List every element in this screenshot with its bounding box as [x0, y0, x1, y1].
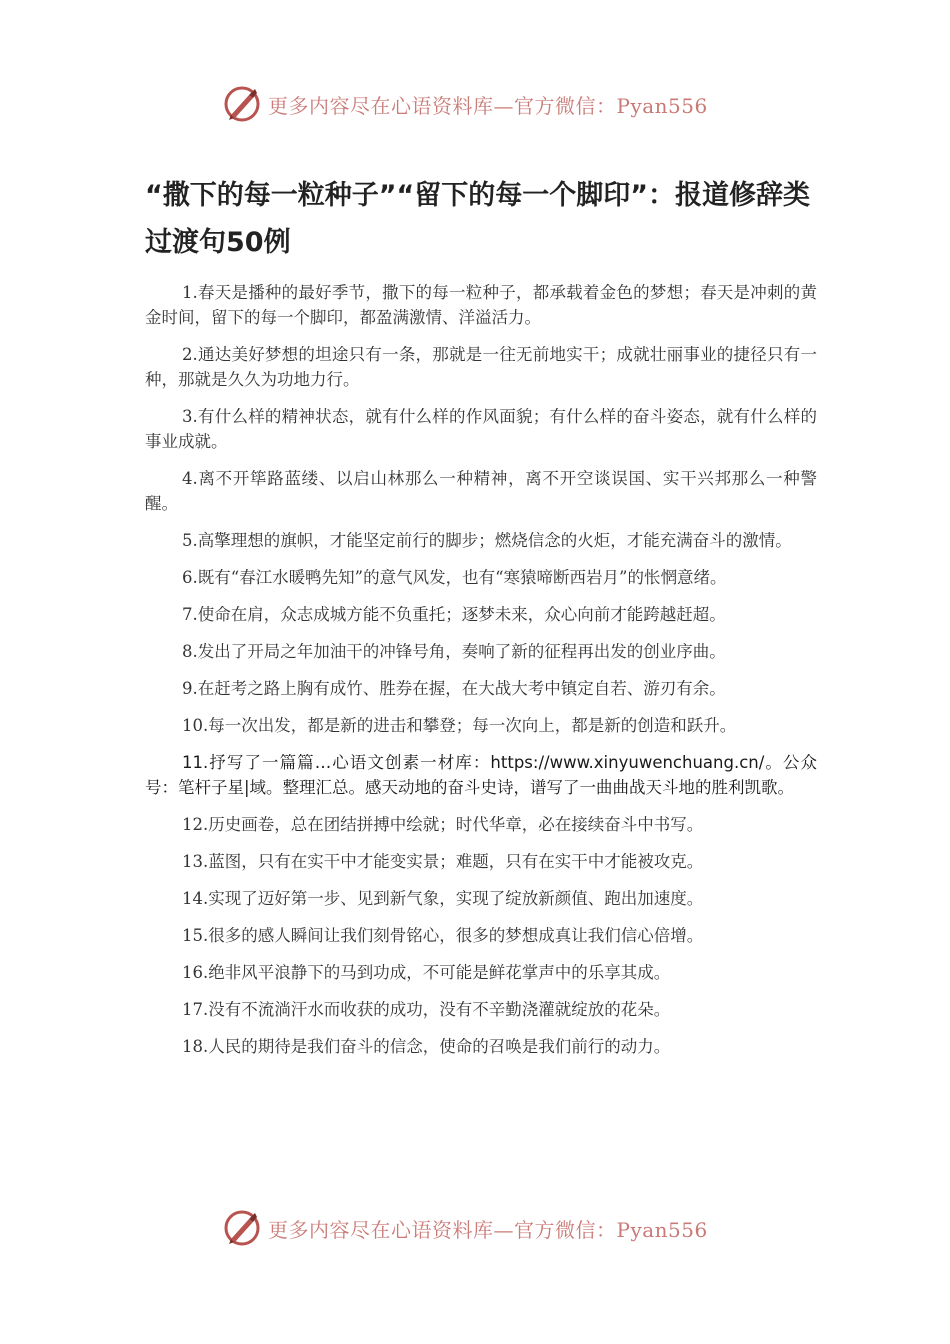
- banner-text: 更多内容尽在心语资料库—官方微信：Pyan556: [268, 93, 708, 118]
- list-item: 6.既有“春江水暖鸭先知”的意气风发，也有“寒猿啼断西岩月”的怅惘意绪。: [182, 568, 727, 587]
- footer-banner: [222, 1204, 742, 1252]
- list-item: 10.每一次出发，都是新的进击和攀登；每一次向上，都是新的创造和跃升。: [182, 716, 737, 735]
- article-body: [145, 280, 817, 1071]
- page-title: “撒下的每一粒种子”“留下的每一个脚印”：报道修辞类过渡句50例: [145, 180, 810, 258]
- list-item: 9.在赶考之路上胸有成竹、胜券在握，在大战大考中镇定自若、游刃有余。: [182, 679, 726, 698]
- list-item: 18.人民的期待是我们奋斗的信念，使命的召唤是我们前行的动力。: [182, 1037, 671, 1056]
- list-item: 1.春天是播种的最好季节，撒下的每一粒种子，都承载着金色的梦想；春天是冲刺的黄金时间，留下的每一个脚印，都盈满激情、洋溢活力。: [145, 283, 817, 327]
- banner-text: 更多内容尽在心语资料库—官方微信：Pyan556: [268, 1217, 708, 1242]
- header-banner: [222, 80, 742, 128]
- pen-logo-icon: [222, 1208, 262, 1248]
- list-item: 17.没有不流淌汗水而收获的成功，没有不辛勤浇灌就绽放的花朵。: [182, 1000, 671, 1019]
- list-item: 16.绝非风平浪静下的马到功成，不可能是鲜花掌声中的乐享其成。: [182, 963, 671, 982]
- list-item: 2.通达美好梦想的坦途只有一条，那就是一往无前地实干；成就壮丽事业的捷径只有一种，那就是久久为功地力行。: [145, 345, 817, 389]
- list-item: 8.发出了开局之年加油干的冲锋号角，奏响了新的征程再出发的创业序曲。: [182, 642, 726, 661]
- list-item: 7.使命在肩，众志成城方能不负重托；逐梦未来，众心向前才能跨越赶超。: [182, 605, 726, 624]
- pen-logo-icon: [222, 84, 262, 124]
- list-item: 4.离不开筚路蓝缕、以启山林那么一种精神，离不开空谈误国、实干兴邦那么一种警醒。: [145, 469, 817, 513]
- list-item: 3.有什么样的精神状态，就有什么样的作风面貌；有什么样的奋斗姿态，就有什么样的事业成就。: [145, 407, 817, 451]
- list-item: 14.实现了迈好第一步、见到新气象，实现了绽放新颜值、跑出加速度。: [182, 889, 704, 908]
- list-item: 12.历史画卷，总在团结拼搏中绘就；时代华章，必在接续奋斗中书写。: [182, 815, 704, 834]
- list-item: 15.很多的感人瞬间让我们刻骨铭心，很多的梦想成真让我们信心倍增。: [182, 926, 704, 945]
- list-item: 5.高擎理想的旗帜，才能坚定前行的脚步；燃烧信念的火炬，才能充满奋斗的激情。: [182, 531, 792, 550]
- list-item: 13.蓝图，只有在实干中才能变实景；难题，只有在实干中才能被攻克。: [182, 852, 704, 871]
- list-item-watermarked: 11.抒写了一篇篇…心语文创素一材库：https://www.xinyuwenchuang.cn/。公众号：笔杆子星|域。整理汇总。感天动地的奋斗史诗，谱写了一曲曲战天斗地的胜利凯歌。: [145, 753, 817, 797]
